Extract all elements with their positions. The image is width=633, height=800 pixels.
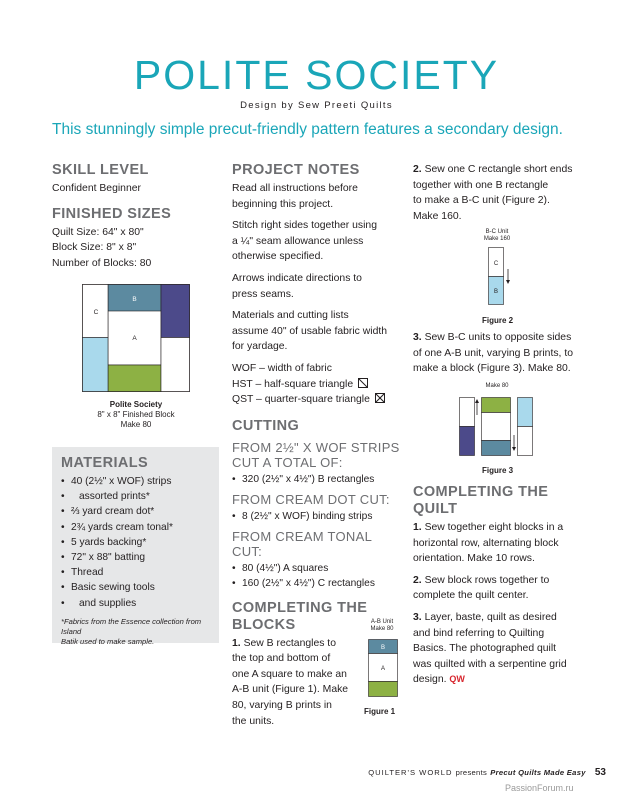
page-number: 53 bbox=[594, 767, 606, 778]
cutting-sub-tonal: FROM CREAM TONAL CUT: bbox=[232, 529, 372, 560]
step-number: 2. bbox=[413, 164, 422, 175]
qw-end-mark: QW bbox=[449, 674, 465, 685]
step-line: to make a B-C unit (Figure 2). bbox=[413, 195, 550, 207]
fig1-label-a: A bbox=[380, 666, 386, 672]
step-line: was quilted with a serpentine grid bbox=[413, 658, 567, 670]
figure-1-caption: Figure 1 bbox=[364, 707, 396, 716]
quilt-step-3 bbox=[413, 610, 585, 688]
fig2-label-c: C bbox=[493, 261, 499, 267]
step-line bbox=[413, 330, 585, 346]
step-line: 80, varying B prints in bbox=[232, 699, 332, 711]
note-line: a ¼" seam allowance unless bbox=[232, 235, 364, 247]
designer-byline: Design by Sew Preeti Quilts bbox=[240, 100, 393, 111]
figure-1-diagram bbox=[368, 639, 398, 697]
step-line: A-B unit (Figure 1). Make bbox=[232, 684, 349, 696]
finished-sizes-heading: FINISHED SIZES bbox=[52, 205, 172, 222]
step-line bbox=[413, 520, 585, 536]
cutting-item: • 8 (2½" x WOF) binding strips bbox=[232, 509, 400, 524]
step-line: and bind referring to Quilting bbox=[413, 627, 545, 639]
material-item: • ⅔ yard cream dot* bbox=[61, 504, 211, 519]
heading-line: COMPLETING THE bbox=[413, 484, 549, 500]
note-paragraph bbox=[232, 308, 400, 355]
block-piece-c-right bbox=[161, 338, 190, 392]
footer-publication: Precut Quilts Made Easy bbox=[490, 768, 586, 777]
materials-list bbox=[61, 474, 211, 611]
fig3-right-c bbox=[518, 427, 533, 456]
step-line: Basics. The photographed quilt bbox=[413, 643, 557, 655]
abbr-wof: WOF – width of fabric bbox=[232, 362, 332, 374]
step-line: horizontal row, alternating block bbox=[413, 537, 559, 549]
material-item: • 5 yards backing* bbox=[61, 535, 211, 550]
step-line: one A square to make an bbox=[232, 668, 347, 680]
block-piece-b-bottom bbox=[108, 365, 161, 392]
figure-3-caption: Figure 3 bbox=[482, 466, 514, 475]
project-notes-heading: PROJECT NOTES bbox=[232, 162, 360, 178]
step-line bbox=[413, 610, 585, 626]
fig1-label-b: B bbox=[380, 645, 386, 651]
fig3-left-arrowhead bbox=[475, 399, 479, 403]
figure-label-line: Make 80 bbox=[370, 626, 394, 632]
column-left bbox=[52, 162, 220, 271]
fig2-label-b: B bbox=[493, 289, 499, 295]
step-number: 3. bbox=[413, 332, 422, 343]
cutting-sub-strips bbox=[232, 440, 400, 470]
watermark: PassionForum.ru bbox=[505, 783, 574, 793]
fig3-b-top bbox=[482, 398, 511, 413]
cutting-list-dot bbox=[232, 509, 400, 524]
fig3-b-bottom bbox=[482, 441, 511, 456]
column-right-quilt bbox=[413, 484, 585, 694]
abbr-qst: QST – quarter-square triangle bbox=[232, 394, 370, 406]
fig3-left-c bbox=[460, 398, 475, 427]
step-text: Sew together eight blocks in a bbox=[424, 522, 564, 533]
material-item: • 2¾ yards cream tonal* bbox=[61, 520, 211, 535]
skill-level-value: Confident Beginner bbox=[52, 183, 141, 194]
note-paragraph bbox=[232, 271, 400, 302]
step-line: orientation. Make 10 rows. bbox=[413, 553, 535, 565]
cutting-item: • 80 (4½") A squares bbox=[232, 561, 400, 576]
step-text: Layer, baste, quilt as desired bbox=[424, 611, 557, 623]
lede-text: This stunningly simple precut-friendly pattern features a secondary design. bbox=[52, 121, 563, 138]
fig1-b-bottom bbox=[369, 682, 398, 697]
abbreviations bbox=[232, 361, 400, 408]
block-diagram bbox=[82, 284, 190, 392]
figure-label-line: B-C Unit bbox=[485, 229, 509, 235]
completing-quilt-heading bbox=[413, 484, 585, 518]
note-line: otherwise specified. bbox=[232, 251, 324, 263]
cutting-sub-line: FROM 2½" X WOF STRIPS bbox=[232, 439, 400, 455]
material-item: • 40 (2½" x WOF) strips bbox=[61, 474, 211, 489]
note-line: press seams. bbox=[232, 288, 294, 300]
block-caption-title: Polite Society bbox=[109, 400, 163, 409]
blocks-step-1 bbox=[232, 636, 357, 730]
step-line bbox=[413, 162, 583, 178]
column-right-lower bbox=[413, 330, 585, 377]
material-item bbox=[61, 489, 211, 504]
heading-line: QUILT bbox=[413, 501, 458, 517]
fig3-a bbox=[482, 413, 511, 441]
step-line: the top and bottom of bbox=[232, 653, 331, 665]
block-caption-size: 8" x 8" Finished Block bbox=[97, 410, 175, 419]
note-line: Stitch right sides together using bbox=[232, 220, 377, 232]
note-paragraph bbox=[232, 181, 400, 212]
figure-3-unit-label: Make 80 bbox=[485, 383, 509, 389]
materials-box bbox=[52, 447, 219, 646]
abbr-qst-row bbox=[232, 392, 400, 408]
figure-2-diagram bbox=[488, 247, 512, 305]
figure-1-unit-label bbox=[360, 619, 404, 633]
block-piece-b-left bbox=[83, 338, 109, 392]
step-line: together with one B rectangle bbox=[413, 179, 549, 191]
step-text: Sew block rows together to bbox=[424, 574, 550, 586]
step-line: of one A-B unit, varying B prints, to bbox=[413, 347, 573, 359]
block-caption-count: Make 80 bbox=[120, 420, 152, 429]
block-caption bbox=[72, 400, 200, 430]
label-c: C bbox=[93, 309, 99, 316]
step-number: 2. bbox=[413, 574, 422, 586]
abbr-hst-row bbox=[232, 377, 400, 393]
number-of-blocks: Number of Blocks: 80 bbox=[52, 257, 152, 269]
material-item-cont: and supplies bbox=[79, 597, 137, 609]
footer-brand: QUILTER'S WORLD bbox=[368, 768, 453, 777]
footer-presents: presents bbox=[455, 768, 488, 777]
page-title: POLITE SOCIETY bbox=[133, 52, 500, 98]
cutting-heading: CUTTING bbox=[232, 417, 300, 434]
block-size: Block Size: 8" x 8" bbox=[52, 242, 137, 254]
step-line bbox=[232, 636, 357, 652]
cutting-sub-line: CUT A TOTAL OF: bbox=[232, 454, 343, 470]
fig3-left-b bbox=[460, 427, 475, 456]
note-line: Read all instructions before bbox=[232, 183, 358, 194]
qst-icon bbox=[375, 393, 385, 403]
fig3-right-arrowhead bbox=[512, 447, 516, 451]
fig2-press-arrowhead bbox=[506, 280, 510, 284]
step-line: Make 160. bbox=[413, 210, 462, 222]
materials-footnote bbox=[61, 617, 211, 647]
step-line: complete the quilt center. bbox=[413, 590, 529, 602]
blocks-step-3 bbox=[413, 330, 585, 377]
note-line: for yardage. bbox=[232, 341, 288, 353]
step-line: make a block (Figure 3). Make 80. bbox=[413, 363, 571, 375]
abbr-hst: HST – half-square triangle bbox=[232, 378, 354, 390]
material-item: • Thread bbox=[61, 565, 211, 580]
material-item bbox=[61, 596, 211, 611]
step-number: 1. bbox=[232, 637, 241, 649]
step-text: Sew B rectangles to bbox=[243, 637, 336, 649]
figure-label-line: Make 160 bbox=[483, 236, 511, 242]
footnote-line: Batik used to make sample. bbox=[61, 636, 155, 646]
skill-level-heading: SKILL LEVEL bbox=[52, 162, 149, 178]
figure-2-unit-label bbox=[475, 229, 519, 243]
step-text: Sew B-C units to opposite sides bbox=[424, 332, 572, 343]
heading-line: BLOCKS bbox=[232, 616, 296, 633]
note-paragraph bbox=[232, 218, 400, 265]
step-text: Sew one C rectangle short ends bbox=[424, 164, 573, 175]
note-line: Arrows indicate directions to bbox=[232, 272, 362, 284]
cutting-item: • 160 (2½" x 4½") C rectangles bbox=[232, 576, 400, 591]
step-number: 3. bbox=[413, 611, 422, 623]
material-item-cont: assorted prints* bbox=[79, 491, 150, 503]
figure-label-line: A-B Unit bbox=[370, 619, 394, 625]
step-line bbox=[413, 573, 585, 589]
cutting-list-tonal bbox=[232, 561, 400, 591]
note-line: Materials and cutting lists bbox=[232, 310, 349, 322]
step-text: design. bbox=[413, 674, 447, 686]
block-piece-b-right bbox=[161, 285, 190, 338]
step-line bbox=[413, 672, 585, 688]
step-number: 1. bbox=[413, 522, 422, 533]
quilt-step-2 bbox=[413, 573, 585, 604]
heading-line: COMPLETING THE bbox=[232, 599, 368, 616]
label-b: B bbox=[132, 296, 137, 303]
quilt-step-1 bbox=[413, 520, 585, 567]
step-line: the units. bbox=[232, 715, 275, 727]
fig3-right-b bbox=[518, 398, 533, 427]
cutting-list-strips bbox=[232, 472, 400, 487]
materials-heading: MATERIALS bbox=[61, 455, 149, 471]
note-line: beginning this project. bbox=[232, 198, 334, 210]
label-a: A bbox=[132, 335, 137, 342]
footnote-line: *Fabrics from the Essence collection from Island bbox=[61, 616, 202, 636]
page-footer bbox=[0, 767, 606, 778]
figure-2-caption: Figure 2 bbox=[482, 316, 514, 325]
blocks-step-2 bbox=[413, 162, 583, 224]
material-item: • Basic sewing tools bbox=[61, 580, 211, 595]
hst-icon bbox=[358, 378, 368, 388]
column-right bbox=[413, 162, 583, 224]
cutting-item: • 320 (2½" x 4½") B rectangles bbox=[232, 472, 400, 487]
quilt-size: Quilt Size: 64" x 80" bbox=[52, 226, 144, 238]
material-item: • 72" x 88" batting bbox=[61, 550, 211, 565]
note-line: assume 40" of usable fabric width bbox=[232, 325, 388, 337]
cutting-sub-dot: FROM CREAM DOT CUT: bbox=[232, 491, 390, 507]
figure-3-diagram bbox=[459, 395, 537, 457]
